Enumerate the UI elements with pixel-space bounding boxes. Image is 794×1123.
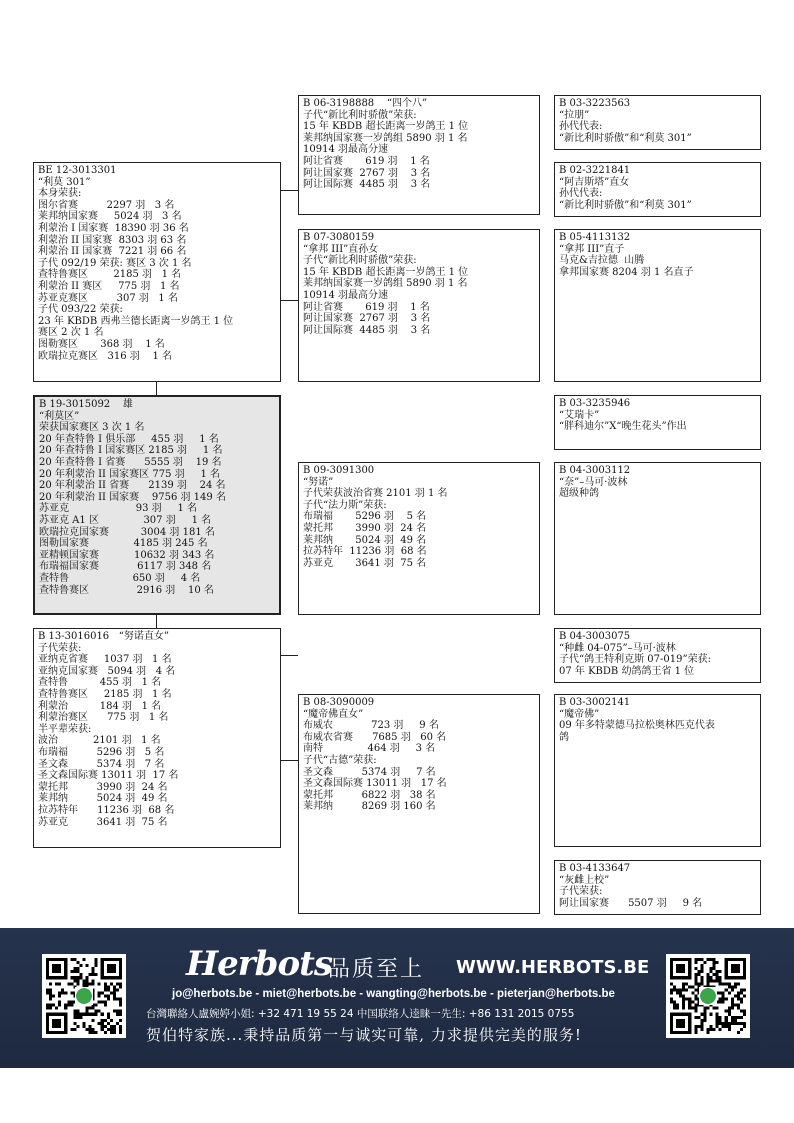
pedigree-line: B 03-4133647 bbox=[559, 863, 631, 874]
pedigree-box-sire-sire bbox=[298, 95, 540, 215]
pedigree-line: B 04-3003075 bbox=[559, 631, 631, 642]
pedigree-line: 苏亚克 93 羽 1 名 bbox=[39, 503, 198, 515]
connector-sire-ss bbox=[281, 190, 298, 191]
pedigree-line: 蒙托邦 3990 羽 24 名 bbox=[303, 522, 427, 534]
pedigree-line: B 04-3003112 bbox=[559, 465, 631, 476]
pedigree-line: 马克&吉拉德 山腾 bbox=[559, 255, 645, 267]
pedigree-line: 阿让省赛 619 羽 1 名 bbox=[303, 301, 430, 313]
pedigree-line: 利蒙治赛区 775 羽 1 名 bbox=[38, 712, 169, 724]
pedigree-line: 布瑞福国家赛 6117 羽 348 名 bbox=[39, 561, 212, 573]
herbots-logo: Herbots bbox=[186, 944, 332, 984]
pedigree-line: 查特鲁赛区 2916 羽 10 名 bbox=[39, 584, 214, 596]
pedigree-box-subject bbox=[33, 395, 281, 615]
pedigree-line: B 19-3015092 雄 bbox=[39, 399, 133, 410]
pedigree-line: 布威农省赛 7685 羽 60 名 bbox=[303, 731, 447, 743]
pedigree-line: 布瑞福 5296 羽 5 名 bbox=[38, 746, 165, 758]
pedigree-line: “利莫区” bbox=[39, 410, 80, 422]
pedigree-line: 图勒赛区 368 羽 1 名 bbox=[38, 338, 165, 350]
pedigree-box-sire-dam bbox=[298, 229, 540, 382]
pedigree-line: 阿让国家赛 5507 羽 9 名 bbox=[559, 897, 703, 909]
pedigree-line: 20 年查特鲁 I 省赛 5555 羽 19 名 bbox=[39, 456, 222, 468]
pedigree-line: 苏亚克 A1 区 307 羽 1 名 bbox=[39, 514, 212, 526]
pedigree-line: 圣文森 5374 羽 7 名 bbox=[38, 758, 165, 770]
pedigree-line: “魔帝佛” bbox=[559, 708, 600, 720]
pedigree-line: 孙代代表: bbox=[559, 121, 603, 133]
pedigree-line: 利蒙治 I 国家赛 18390 羽 36 名 bbox=[38, 222, 189, 234]
pedigree-line: 10914 羽最高分速 bbox=[303, 289, 388, 301]
pedigree-line: 欧瑞拉克国家赛 3004 羽 181 名 bbox=[39, 526, 215, 538]
pedigree-line: B 02-3221841 bbox=[559, 165, 631, 176]
pedigree-box-sss bbox=[554, 95, 761, 150]
pedigree-line: 子代 093/22 荣获: bbox=[38, 304, 123, 316]
email-list[interactable]: jo@herbots.be - miet@herbots.be - wangting@herbots.be - pieterjan@herbots.be bbox=[172, 988, 615, 1000]
pedigree-line: 子代荣获: bbox=[38, 642, 82, 654]
qr-code-left bbox=[42, 954, 126, 1038]
pedigree-line: 查特鲁 650 羽 4 名 bbox=[39, 572, 201, 584]
pedigree-line: 莱邦纳 5024 羽 49 名 bbox=[38, 793, 168, 805]
pedigree-box-dss bbox=[554, 462, 761, 615]
pedigree-line: “利莫 301” bbox=[38, 176, 91, 188]
pedigree-line: 苏亚克赛区 307 羽 1 名 bbox=[38, 292, 178, 304]
pedigree-line: 利蒙治 184 羽 1 名 bbox=[38, 700, 162, 712]
pedigree-line: B 03-3223563 bbox=[559, 98, 631, 109]
pedigree-line: 波治 2101 羽 1 名 bbox=[38, 735, 161, 747]
pedigree-line: 拉苏特年 11236 羽 68 名 bbox=[303, 546, 427, 558]
pedigree-line: B 08-3090009 bbox=[303, 697, 375, 708]
pedigree-box-sdd bbox=[554, 395, 761, 450]
pedigree-line: 苏亚克 3641 羽 75 名 bbox=[38, 816, 168, 828]
connector-sire-subject bbox=[156, 382, 157, 395]
pedigree-line: 亚纳克省赛 1037 羽 1 名 bbox=[38, 654, 172, 666]
pedigree-line: 阿让国际赛 4485 羽 3 名 bbox=[303, 324, 431, 336]
pedigree-line: 赛区 2 次 1 名 bbox=[38, 327, 104, 339]
pedigree-line: 查特鲁 455 羽 1 名 bbox=[38, 677, 162, 689]
pedigree-box-sds bbox=[554, 229, 761, 382]
pedigree-line: 图尔省赛 2297 羽 3 名 bbox=[38, 199, 175, 211]
pedigree-line: “灰雌上校” bbox=[559, 874, 610, 886]
pedigree-line: 子代荣获波治省赛 2101 羽 1 名 bbox=[303, 488, 448, 500]
contact-phones: 台灣聯絡人盧婉婷小姐: +32 471 19 55 24 中国联络人逵睐一先生: +86 131 2015 0755 bbox=[146, 1008, 575, 1020]
pedigree-line: 南特 464 羽 3 名 bbox=[303, 743, 436, 755]
pedigree-line: 07 年 KBDB 幼鸽鸽王省 1 位 bbox=[559, 665, 695, 677]
pedigree-line: 子代 092/19 荣获: 赛区 3 次 1 名 bbox=[38, 257, 192, 269]
pedigree-line: 鸽 bbox=[559, 731, 569, 743]
pedigree-line: B 06-3198888 “四个八” bbox=[303, 98, 428, 109]
pedigree-line: 拉苏特年 11236 羽 68 名 bbox=[38, 804, 175, 816]
pedigree-box-ddd bbox=[554, 860, 761, 915]
pedigree-line: 欧瑞拉克赛区 316 羽 1 名 bbox=[38, 350, 173, 362]
pedigree-line: 子代“鸽王特利克斯 07-019”荣获: bbox=[559, 654, 711, 666]
pedigree-line: “种雌 04-075”–马可·波林 bbox=[559, 642, 676, 654]
pedigree-line: 圣文森国际赛 13011 羽 17 名 bbox=[303, 778, 447, 790]
pedigree-line: 09 年多特蒙德马拉松奥林匹克代表 bbox=[559, 720, 715, 732]
footer-banner bbox=[0, 928, 794, 1068]
pedigree-line: 莱邦纳国家赛一岁鸽组 5890 羽 1 名 bbox=[303, 132, 468, 144]
pedigree-line: “拿邦 III”直孙女 bbox=[303, 243, 379, 255]
pedigree-line: 20 年利蒙治 II 国家赛区 775 羽 1 名 bbox=[39, 468, 221, 480]
pedigree-line: 莱邦纳国家赛 5024 羽 3 名 bbox=[38, 211, 182, 223]
pedigree-line: 布瑞福 5296 羽 5 名 bbox=[303, 511, 427, 523]
pedigree-line: 孙代代表: bbox=[559, 188, 603, 200]
pedigree-line: 圣文森 5374 羽 7 名 bbox=[303, 766, 436, 778]
pedigree-line: 布威农 723 羽 9 名 bbox=[303, 720, 439, 732]
pedigree-line: 23 年 KBDB 西弗兰德长距离一岁鸽王 1 位 bbox=[38, 315, 234, 327]
pedigree-line: 利蒙治 II 国家赛 8303 羽 63 名 bbox=[38, 234, 187, 246]
pedigree-line: “拿邦 III”直子 bbox=[559, 243, 625, 255]
pedigree-line: 荣获国家赛区 3 次 1 名 bbox=[39, 422, 145, 434]
pedigree-line: B 03-3002141 bbox=[559, 697, 631, 708]
pedigree-line: 拿邦国家赛 8204 羽 1 名直子 bbox=[559, 266, 694, 278]
pedigree-line: 阿让国家赛 2767 羽 3 名 bbox=[303, 167, 431, 179]
pedigree-line: 莱邦纳国家赛一岁鸽组 5890 羽 1 名 bbox=[303, 278, 468, 290]
pedigree-line: “阿吉斯塔”直女 bbox=[559, 176, 630, 188]
pedigree-box-dam-dam bbox=[298, 694, 540, 914]
pedigree-line: 15 年 KBDB 超长距离一岁鸽王 1 位 bbox=[303, 266, 469, 278]
pedigree-line: 查特鲁赛区 2185 羽 1 名 bbox=[38, 269, 182, 281]
pedigree-line: B 09-3091300 bbox=[303, 465, 375, 476]
pedigree-line: 利蒙治 II 赛区 775 羽 1 名 bbox=[38, 280, 180, 292]
pedigree-line: 苏亚克 3641 羽 75 名 bbox=[303, 557, 427, 569]
pedigree-line: 蒙托邦 3990 羽 24 名 bbox=[38, 781, 168, 793]
pedigree-line: 莱邦纳 8269 羽 160 名 bbox=[303, 801, 436, 813]
pedigree-line: “艾瑞卡” bbox=[559, 409, 600, 421]
website-link[interactable]: WWW.HERBOTS.BE bbox=[456, 957, 650, 978]
pedigree-line: 20 年利蒙治 II 国家赛 9756 羽 149 名 bbox=[39, 491, 226, 503]
pedigree-line: “魔帝佛直女” bbox=[303, 708, 364, 720]
connector-subject-dam bbox=[156, 615, 157, 628]
pedigree-line: “新比利时骄傲”和“利莫 301” bbox=[559, 199, 692, 211]
pedigree-line: 本身荣获: bbox=[38, 188, 82, 200]
pedigree-line: 阿让省赛 619 羽 1 名 bbox=[303, 155, 430, 167]
pedigree-line: 图勒国家赛 4185 羽 245 名 bbox=[39, 538, 208, 550]
pedigree-box-dds bbox=[554, 694, 761, 847]
pedigree-box-dam bbox=[33, 628, 281, 848]
pedigree-line: “奈”–马可·波林 bbox=[559, 476, 628, 488]
pedigree-line: 半平辈荣获: bbox=[38, 723, 92, 735]
pedigree-line: 15 年 KBDB 超长距离一岁鸽王 1 位 bbox=[303, 121, 469, 133]
pedigree-line: 利蒙治 II 国家赛 7221 羽 66 名 bbox=[38, 246, 187, 258]
tagline: 贺伯特家族...秉持品质第一与诚实可靠, 力求提供完美的服务! bbox=[146, 1026, 582, 1044]
slogan-text: 品质至上 bbox=[328, 957, 425, 982]
pedigree-line: 子代荣获: bbox=[559, 886, 603, 898]
line-icon bbox=[76, 988, 92, 1004]
pedigree-line: “新比利时骄傲”和“利莫 301” bbox=[559, 132, 692, 144]
pedigree-line: BE 12-3013301 bbox=[38, 165, 117, 176]
qr-code-right bbox=[666, 954, 750, 1038]
pedigree-line: B 13-3016016 “努诺直女” bbox=[38, 631, 169, 642]
pedigree-box-dsd bbox=[554, 628, 761, 683]
pedigree-line: 20 年查特鲁 I 俱乐部 455 羽 1 名 bbox=[39, 433, 219, 445]
pedigree-line: “努诺” bbox=[303, 476, 334, 488]
pedigree-line: 20 年查特鲁 I 国家赛区 2185 羽 1 名 bbox=[39, 445, 223, 457]
pedigree-line: 子代“新比利时骄傲”荣获: bbox=[303, 109, 417, 121]
pedigree-line: 莱邦纳 5024 羽 49 名 bbox=[303, 534, 427, 546]
connector-dam-ds bbox=[281, 655, 298, 656]
pedigree-line: 亚纳克国家赛 5094 羽 4 名 bbox=[38, 665, 176, 677]
pedigree-line: 子代“法力斯”荣获: bbox=[303, 499, 387, 511]
pedigree-line: 阿让国家赛 2767 羽 3 名 bbox=[303, 313, 431, 325]
pedigree-line: 蒙托邦 6822 羽 38 名 bbox=[303, 789, 436, 801]
pedigree-line: 查特鲁赛区 2185 羽 1 名 bbox=[38, 688, 172, 700]
pedigree-line: B 03-3235946 bbox=[559, 398, 631, 409]
pedigree-line: 阿让国际赛 4485 羽 3 名 bbox=[303, 179, 431, 191]
pedigree-line: “拉朋” bbox=[559, 109, 590, 121]
pedigree-line: 超级种鸽 bbox=[559, 488, 599, 500]
pedigree-box-dam-sire bbox=[298, 462, 540, 615]
pedigree-box-sire bbox=[33, 162, 281, 382]
wechat-icon bbox=[700, 988, 716, 1004]
pedigree-line: 子代“古德”荣获: bbox=[303, 754, 377, 766]
pedigree-line: “胖科迪尔”X“晚生花头”作出 bbox=[559, 421, 687, 433]
pedigree-line: B 05-4113132 bbox=[559, 232, 631, 243]
pedigree-line: 亚精顿国家赛 10632 羽 343 名 bbox=[39, 549, 215, 561]
pedigree-box-ssd bbox=[554, 162, 761, 217]
pedigree-line: 圣文森国际赛 13011 羽 17 名 bbox=[38, 770, 179, 782]
pedigree-line: 10914 羽最高分速 bbox=[303, 144, 388, 156]
pedigree-line: B 07-3080159 bbox=[303, 232, 375, 243]
pedigree-line: 20 年利蒙治 II 省赛 2139 羽 24 名 bbox=[39, 480, 226, 492]
connector-dam-dd bbox=[281, 760, 298, 761]
connector-sire-sd bbox=[281, 300, 298, 301]
pedigree-line: 子代“新比利时骄傲”荣获: bbox=[303, 255, 417, 267]
